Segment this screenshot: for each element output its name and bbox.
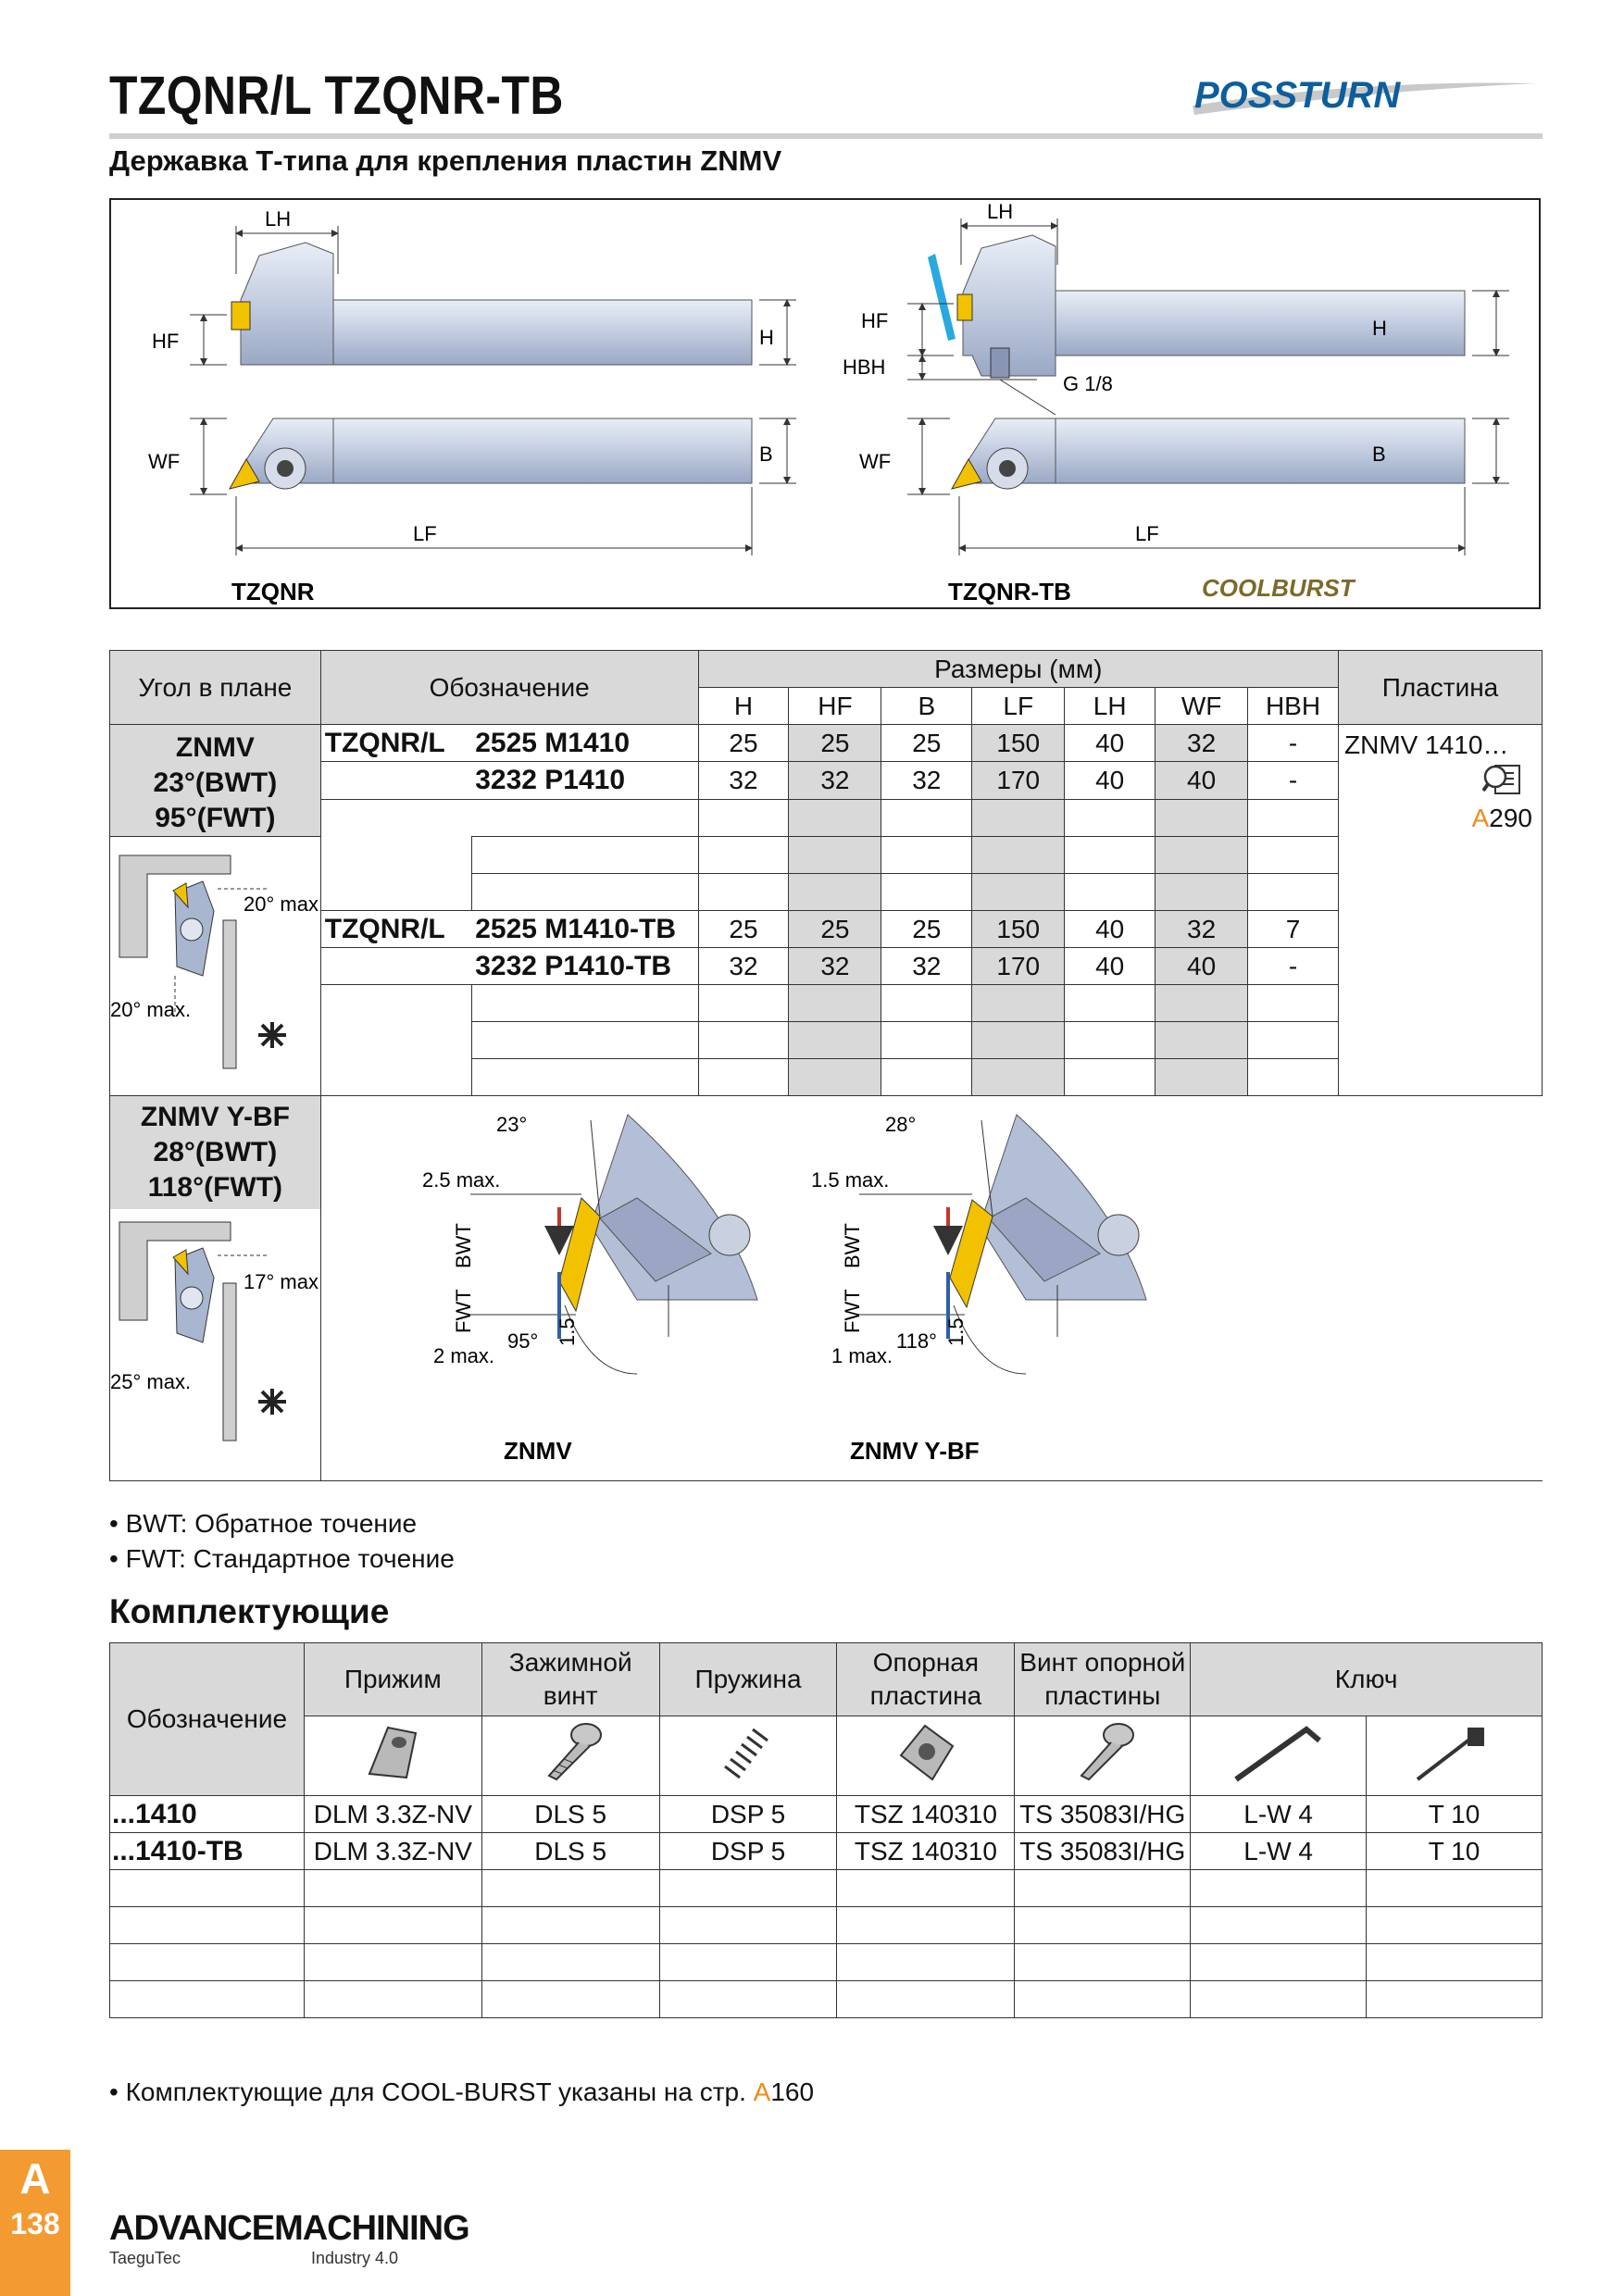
dim-lh-right: LH — [987, 200, 1014, 223]
posssturn-logo — [1185, 70, 1546, 122]
dim-hf-left: HF — [152, 330, 180, 353]
section-tab — [0, 2150, 70, 2296]
caption-tzqnr: TZQNR — [231, 578, 315, 605]
acc-row-name: ...1410-TB — [110, 1833, 305, 1870]
acc-cell: TSZ 140310 — [837, 1833, 1015, 1870]
acc-cell: DSP 5 — [659, 1796, 837, 1833]
hdr-designation: Обозначение — [320, 651, 698, 725]
group2-approach-diagram — [110, 1209, 319, 1450]
znmv-max-top: 2.5 max. — [422, 1168, 501, 1192]
ybf-angle-top: 28° — [885, 1113, 917, 1136]
ybf-depth: 1.5 — [944, 1317, 968, 1346]
row-code: 2525 M1410-TB — [471, 911, 698, 948]
dim-hbh-right: HBH — [843, 356, 886, 379]
acc-hdr-clamp: Прижим — [304, 1643, 481, 1716]
tool-table — [109, 650, 1543, 1481]
hdr-col: WF — [1156, 688, 1248, 725]
spring-icon — [659, 1716, 837, 1796]
row-code: 2525 M1410 — [471, 725, 698, 762]
acc-cell: T 10 — [1367, 1833, 1543, 1870]
hdr-col: HBH — [1248, 688, 1339, 725]
insert-page-link[interactable]: A290 — [1471, 804, 1532, 832]
note-fwt: • FWT: Стандартное точение — [109, 1544, 455, 1573]
dim-wf-left: WF — [148, 450, 181, 473]
acc-cell: DSP 5 — [659, 1833, 837, 1870]
znmv-detail — [422, 1113, 757, 1465]
znmv-ybf-detail — [811, 1113, 1146, 1465]
acc-cell: T 10 — [1367, 1796, 1543, 1833]
cell-wf: 40 — [1156, 948, 1248, 985]
acc-hdr-shim: Опорная пластина — [837, 1643, 1015, 1716]
cell-b: 25 — [881, 911, 972, 948]
coolburst-logo: COOLBURST — [1202, 574, 1355, 602]
acc-cell: DLM 3.3Z-NV — [304, 1833, 481, 1870]
ybf-bwt: BWT — [841, 1223, 865, 1268]
insert-detail-cell — [320, 1096, 1542, 1481]
acc-cell: DLS 5 — [481, 1796, 659, 1833]
cell-hf: 32 — [789, 762, 881, 799]
group1-note1: 20° max. — [244, 892, 320, 916]
cell-hf: 32 — [789, 948, 881, 985]
cell-lf: 150 — [972, 911, 1065, 948]
cell-hf: 25 — [789, 725, 881, 762]
section-letter: A — [19, 2154, 51, 2202]
cell-lh: 40 — [1065, 948, 1156, 985]
cell-lh: 40 — [1065, 725, 1156, 762]
acc-hdr-shim-screw: Винт опорной пластины — [1015, 1643, 1191, 1716]
ybf-max-top: 1.5 max. — [811, 1168, 890, 1192]
ybf-caption: ZNMV Y-BF — [850, 1437, 980, 1465]
znmv-angle-top: 23° — [496, 1113, 528, 1136]
acc-hdr-spring: Пружина — [659, 1643, 837, 1716]
dim-b-right: B — [1372, 443, 1386, 466]
group1-angle2: 95°(FWT) — [155, 803, 276, 833]
znmv-caption: ZNMV — [504, 1437, 572, 1465]
cell-b: 32 — [881, 762, 972, 799]
dim-b-left: B — [759, 443, 773, 466]
hdr-angle: Угол в плане — [110, 651, 321, 725]
tzqnr-top-view — [190, 418, 796, 555]
brand-sub-industry: Industry 4.0 — [311, 2249, 399, 2267]
group1-angle-cell — [110, 725, 321, 837]
group2-angle2: 118°(FWT) — [147, 1172, 283, 1203]
acc-hdr-clamp-screw: Зажимной винт — [481, 1643, 659, 1716]
group1-diagram-cell — [110, 837, 321, 1096]
insert-detail-drawings — [322, 1096, 1541, 1474]
svg-text:POSSTURN: POSSTURN — [1194, 75, 1401, 116]
cell-wf: 32 — [1156, 725, 1248, 762]
dim-wf-right: WF — [859, 450, 892, 473]
hdr-col: H — [698, 688, 789, 725]
row-code: 3232 P1410 — [471, 762, 698, 799]
insert-ref: ZNMV 1410… — [1344, 730, 1509, 759]
acc-cell: L-W 4 — [1191, 1833, 1367, 1870]
cell-h: 32 — [698, 762, 789, 799]
empty-prefix — [320, 837, 471, 911]
shim-icon — [837, 1716, 1015, 1796]
cell-wf: 32 — [1156, 911, 1248, 948]
cell-h: 25 — [698, 725, 789, 762]
tool-figure-box — [109, 198, 1541, 609]
acc-cell: L-W 4 — [1191, 1796, 1367, 1833]
hdr-col: LF — [972, 688, 1065, 725]
group2-note1: 17° max. — [244, 1270, 320, 1293]
cell-lf: 170 — [972, 762, 1065, 799]
row-prefix — [320, 948, 471, 985]
hdr-col: LH — [1065, 688, 1156, 725]
group1-note2: 20° max. — [110, 998, 192, 1021]
dim-h-left: H — [759, 326, 774, 349]
magnifier-icon[interactable] — [1344, 760, 1536, 804]
group2-note2: 25° max. — [110, 1370, 192, 1393]
znmv-bwt: BWT — [452, 1223, 476, 1268]
group1-insert-name: ZNMV — [175, 732, 255, 763]
acc-cell: DLS 5 — [481, 1833, 659, 1870]
cell-hbh: - — [1248, 948, 1339, 985]
note-bwt: • BWT: Обратное точение — [109, 1509, 418, 1538]
cell-h: 32 — [698, 948, 789, 985]
group2-insert-name: ZNMV Y-BF — [140, 1102, 290, 1132]
tzqnr-tb-top-view — [907, 418, 1509, 555]
accessories-footnote: • Комплектующие для COOL-BURST указаны на стр. A160 — [109, 2078, 815, 2106]
znmv-depth: 1.5 — [556, 1317, 580, 1346]
group2-label — [110, 1096, 320, 1209]
acc-cell: TSZ 140310 — [837, 1796, 1015, 1833]
dim-lf-left: LF — [413, 522, 437, 545]
page-number: 138 — [10, 2207, 60, 2240]
dim-hf-right: HF — [861, 309, 889, 332]
dim-lh-left: LH — [265, 207, 292, 231]
dim-g-right: G 1/8 — [1063, 372, 1113, 395]
cell-hbh: - — [1248, 762, 1339, 799]
cell-lh: 40 — [1065, 762, 1156, 799]
hdr-insert: Пластина — [1339, 651, 1543, 725]
acc-cell: TS 35083I/HG — [1015, 1833, 1191, 1870]
tool-drawings — [111, 200, 1543, 611]
znmv-max-bot: 2 max. — [433, 1344, 495, 1367]
acc-hdr-key: Ключ — [1191, 1643, 1543, 1716]
cell-b: 25 — [881, 725, 972, 762]
hdr-col: HF — [789, 688, 881, 725]
dim-lf-right: LF — [1135, 522, 1159, 545]
acc-hdr-designation: Обозначение — [110, 1643, 305, 1796]
caption-tzqnr-tb: TZQNR-TB — [948, 578, 1071, 605]
row-prefix — [320, 762, 471, 799]
screw-icon — [481, 1716, 659, 1796]
tzqnr-side-view — [190, 226, 796, 365]
title-divider — [109, 133, 1543, 139]
row-prefix: TZQNR/L — [320, 725, 471, 762]
cell-wf: 40 — [1156, 762, 1248, 799]
advancemachining-logo — [109, 2209, 469, 2269]
group2-angle1: 28°(BWT) — [153, 1137, 278, 1167]
hdr-dimensions: Размеры (мм) — [698, 651, 1338, 688]
torx-key-icon — [1367, 1716, 1543, 1796]
brand-sub-taegutec: TaeguTec — [109, 2249, 181, 2267]
page-title: TZQNR/L TZQNR-TB — [109, 66, 564, 126]
accessories-table — [109, 1642, 1543, 2018]
row-prefix: TZQNR/L — [320, 911, 471, 948]
row-code: 3232 P1410-TB — [471, 948, 698, 985]
ybf-fwt: FWT — [841, 1289, 865, 1333]
ybf-angle-bot: 118° — [896, 1329, 937, 1353]
group1-angle1: 23°(BWT) — [153, 767, 278, 798]
page-subtitle: Державка Т-типа для крепления пластин ZNMV — [109, 144, 782, 177]
acc-cell: TS 35083I/HG — [1015, 1796, 1191, 1833]
cell-hbh: 7 — [1248, 911, 1339, 948]
hdr-col: B — [881, 688, 972, 725]
ybf-max-bot: 1 max. — [831, 1344, 893, 1367]
shim-screw-icon — [1015, 1716, 1191, 1796]
cell-hf: 25 — [789, 911, 881, 948]
group2-angle-cell — [110, 1096, 321, 1481]
insert-cell — [1339, 725, 1543, 1096]
clamp-icon — [304, 1716, 481, 1796]
acc-cell: DLM 3.3Z-NV — [304, 1796, 481, 1833]
group1-approach-diagram — [110, 837, 319, 1087]
cell-lf: 170 — [972, 948, 1065, 985]
cell-h: 25 — [698, 911, 789, 948]
brand-name: ADVANCEMACHINING — [109, 2209, 469, 2248]
tzqnr-tb-side-view — [907, 218, 1509, 415]
hex-key-icon — [1191, 1716, 1367, 1796]
dim-h-right: H — [1372, 317, 1387, 340]
znmv-angle-bot: 95° — [507, 1329, 539, 1353]
accessories-title: Комплектующие — [109, 1592, 390, 1630]
cell-lf: 150 — [972, 725, 1065, 762]
acc-row-name: ...1410 — [110, 1796, 305, 1833]
cell-lh: 40 — [1065, 911, 1156, 948]
cell-hbh: - — [1248, 725, 1339, 762]
cell-b: 32 — [881, 948, 972, 985]
znmv-fwt: FWT — [452, 1289, 476, 1333]
